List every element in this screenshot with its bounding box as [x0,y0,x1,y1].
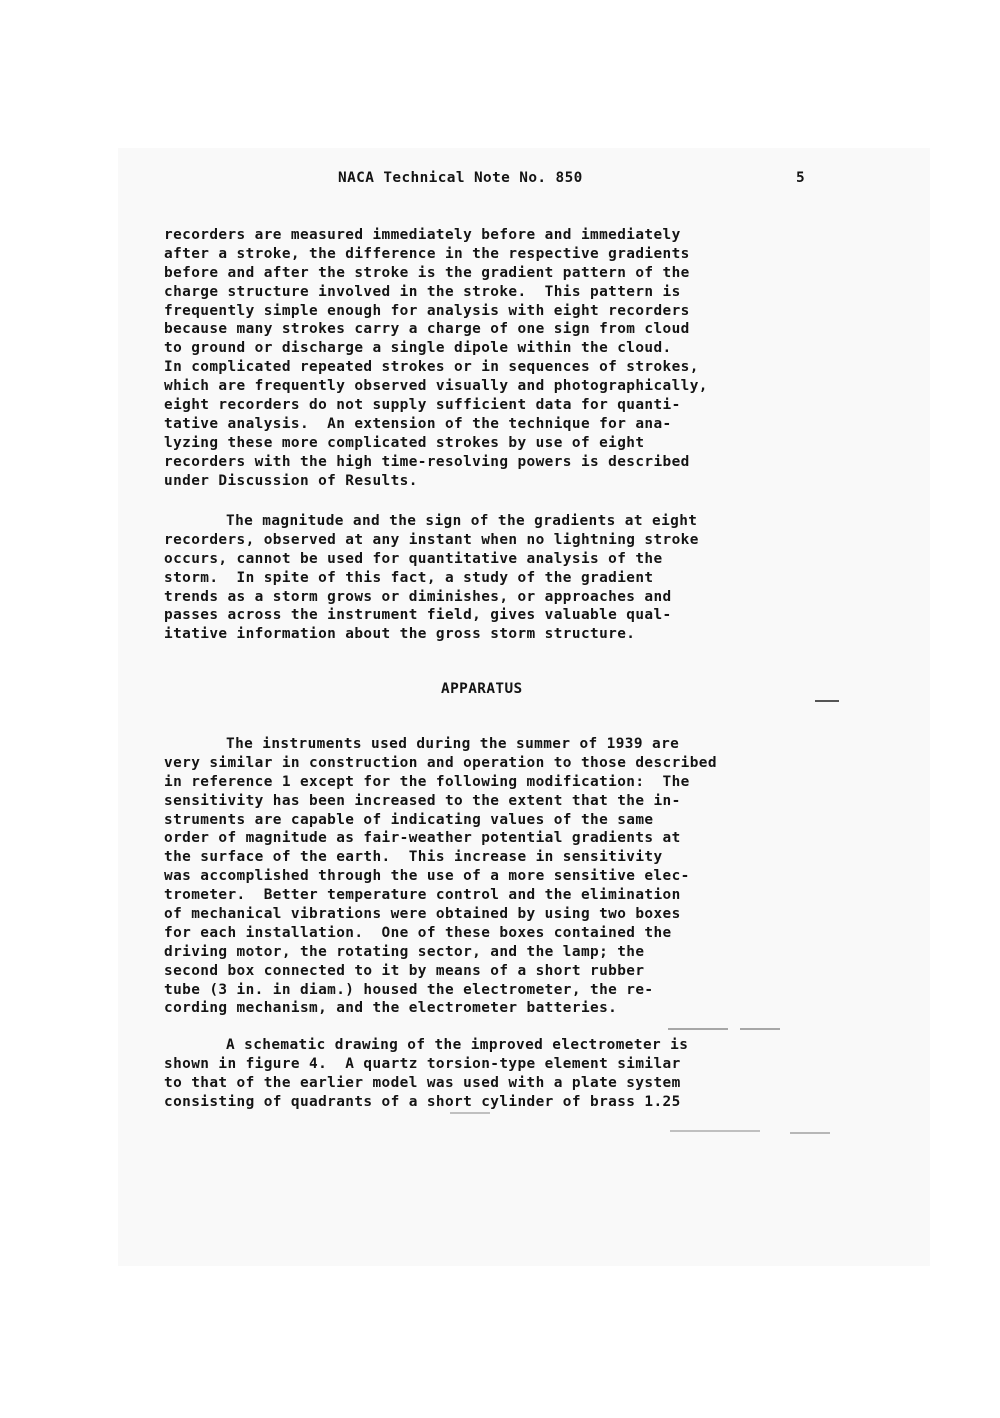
text-line: lyzing these more complicated strokes by use of eight [164,434,645,451]
text-line: very similar in construction and operation to those described [164,754,717,771]
scan-artifact [450,1112,490,1114]
text-line: The instruments used during the summer of 1939 are [226,736,680,752]
scan-artifact [790,1132,830,1134]
text-line: In complicated repeated strokes or in sequences of strokes, [164,359,699,376]
text-line: to ground or discharge a single dipole within the cloud. [164,340,672,357]
text-line: recorders with the high time-resolving powers is described [164,453,690,470]
text-line: consisting of quadrants of a short cylinder of brass 1.25 [164,1093,681,1110]
text-line: in reference 1 except for the following modification: The [164,773,690,790]
text-line: The magnitude and the sign of the gradients at eight [226,513,698,529]
text-line: sensitivity has been increased to the extent that the in- [164,792,681,809]
text-line: was accomplished through the use of a more sensitive elec- [164,868,690,885]
text-line: cording mechanism, and the electrometer batteries. [164,1000,618,1017]
text-line: to that of the earlier model was used with a plate system [164,1074,681,1091]
paragraph-continuation [164,226,708,490]
scan-artifact [815,700,839,702]
text-line: tative analysis. An extension of the technique for ana- [164,415,672,432]
text-line: before and after the stroke is the gradient pattern of the [164,264,690,281]
text-line: trends as a storm grows or diminishes, or approaches and [164,588,672,605]
text-line: order of magnitude as fair-weather potential gradients at [164,830,681,847]
text-line: the surface of the earth. This increase in sensitivity [164,849,663,866]
scan-artifact [740,1028,780,1030]
text-line: tube (3 in. in diam.) housed the electrometer, the re- [164,981,654,998]
text-line: of mechanical vibrations were obtained by using two boxes [164,906,681,923]
paragraph-gradients [164,512,699,644]
text-line: recorders are measured immediately before and immediately [164,227,681,243]
text-line: which are frequently observed visually and photographically, [164,378,708,395]
document-title: NACA Technical Note No. 850 [338,170,583,186]
text-line: after a stroke, the difference in the respective gradients [164,245,690,262]
text-line: struments are capable of indicating values of the same [164,811,654,828]
paragraph-electrometer [164,1036,688,1112]
text-line: frequently simple enough for analysis with eight recorders [164,302,690,319]
text-line: recorders, observed at any instant when no lightning stroke [164,531,699,548]
text-line: driving motor, the rotating sector, and the lamp; the [164,943,645,960]
text-line: trometer. Better temperature control and the elimination [164,887,681,904]
scan-artifact [668,1028,728,1030]
text-line: for each installation. One of these boxes contained the [164,924,672,941]
page-number: 5 [796,170,806,186]
text-line: storm. In spite of this fact, a study of the gradient [164,569,654,586]
running-header [338,170,818,190]
text-line: because many strokes carry a charge of one sign from cloud [164,321,690,338]
paragraph-instruments [164,735,717,1018]
text-line: A schematic drawing of the improved electrometer is [226,1037,689,1053]
text-line: eight recorders do not supply sufficient data for quanti- [164,397,681,414]
text-line: charge structure involved in the stroke. This pattern is [164,283,681,300]
text-line: itative information about the gross storm structure. [164,626,636,643]
section-heading: APPARATUS [441,681,523,697]
text-line: under Discussion of Results. [164,472,418,489]
text-line: shown in figure 4. A quartz torsion-type element similar [164,1055,681,1072]
scan-artifact [670,1130,760,1132]
text-line: second box connected to it by means of a short rubber [164,962,645,979]
text-line: passes across the instrument field, gives valuable qual- [164,607,672,624]
text-line: occurs, cannot be used for quantitative analysis of the [164,550,663,567]
